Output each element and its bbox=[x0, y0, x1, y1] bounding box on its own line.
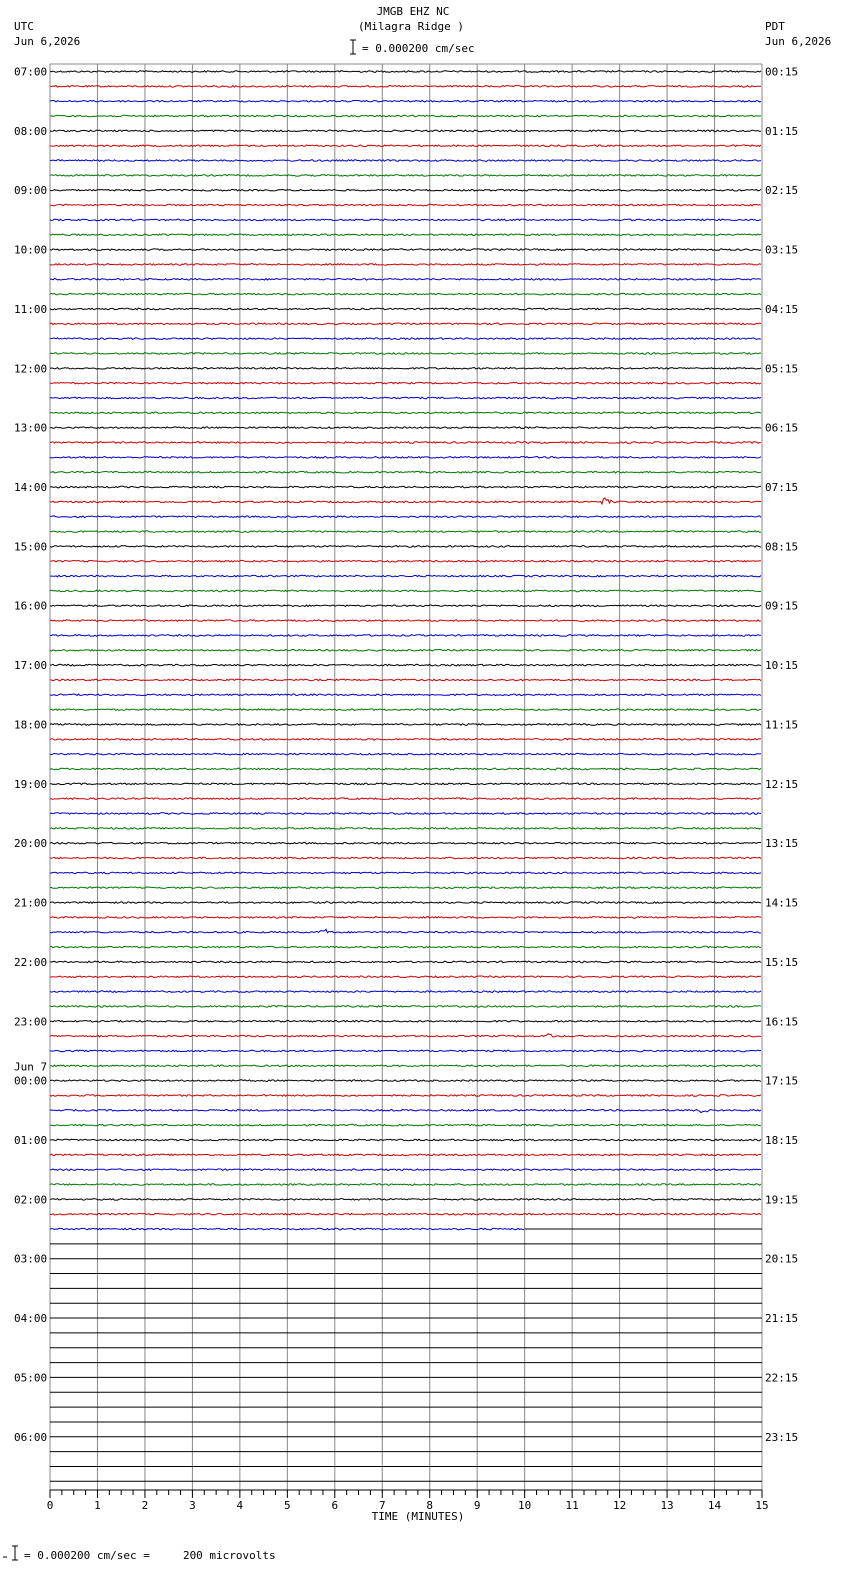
seismic-trace bbox=[50, 1050, 761, 1052]
seismic-trace bbox=[50, 486, 761, 488]
x-tick-label: 3 bbox=[189, 1499, 196, 1512]
x-tick-label: 2 bbox=[141, 1499, 149, 1512]
seismic-trace bbox=[50, 650, 761, 652]
seismic-trace bbox=[50, 560, 761, 562]
x-tick-label: 13 bbox=[660, 1499, 674, 1512]
pdt-time-label: 13:15 bbox=[765, 837, 799, 851]
seismic-trace bbox=[50, 531, 761, 533]
utc-time-label: 19:00 bbox=[14, 777, 48, 791]
utc-time-label: 23:00 bbox=[14, 1015, 48, 1029]
utc-date-label: Jun 7 bbox=[14, 1060, 48, 1074]
seismic-trace bbox=[50, 427, 761, 429]
seismic-trace bbox=[50, 516, 761, 518]
seismic-trace bbox=[50, 1124, 761, 1126]
seismic-trace bbox=[50, 498, 761, 504]
x-tick-label: 7 bbox=[378, 1499, 386, 1512]
pdt-time-label: 11:15 bbox=[765, 718, 799, 732]
footer-scale-icon bbox=[3, 1546, 18, 1560]
utc-time-label: 20:00 bbox=[14, 837, 48, 851]
seismic-trace bbox=[50, 457, 761, 459]
x-tick-label: 14 bbox=[707, 1499, 722, 1512]
x-tick-label: 8 bbox=[426, 1499, 434, 1512]
utc-time-label: 22:00 bbox=[14, 955, 48, 969]
seismic-trace bbox=[50, 1080, 761, 1082]
seismic-trace bbox=[50, 976, 761, 978]
utc-time-label: 16:00 bbox=[14, 599, 48, 613]
x-tick-label: 15 bbox=[755, 1499, 769, 1512]
pdt-time-label: 22:15 bbox=[765, 1371, 799, 1385]
seismic-trace bbox=[50, 1021, 761, 1023]
seismic-trace bbox=[50, 1154, 761, 1156]
seismic-trace bbox=[50, 813, 761, 815]
seismic-trace bbox=[50, 635, 761, 637]
pdt-time-label: 12:15 bbox=[765, 777, 799, 791]
utc-time-label: 18:00 bbox=[14, 718, 48, 732]
right-timezone: PDT bbox=[765, 20, 785, 33]
utc-time-label: 07:00 bbox=[14, 65, 48, 79]
seismic-trace bbox=[50, 783, 761, 785]
seismic-trace bbox=[50, 204, 761, 206]
pdt-time-label: 04:15 bbox=[765, 302, 799, 316]
seismic-trace bbox=[50, 130, 761, 132]
right-date: Jun 6,2026 bbox=[765, 35, 832, 48]
seismic-trace bbox=[50, 991, 761, 993]
seismic-trace bbox=[50, 219, 761, 221]
pdt-time-label: 18:15 bbox=[765, 1133, 799, 1147]
seismic-trace bbox=[50, 189, 761, 191]
right-time-labels bbox=[765, 66, 798, 1444]
seismic-trace bbox=[50, 679, 761, 681]
pdt-time-label: 14:15 bbox=[765, 896, 799, 910]
seismic-trace bbox=[50, 1199, 761, 1201]
seismic-trace bbox=[50, 338, 761, 340]
seismic-trace bbox=[50, 1139, 761, 1141]
pdt-time-label: 00:15 bbox=[765, 65, 799, 79]
pdt-time-label: 19:15 bbox=[765, 1193, 799, 1207]
seismic-trace bbox=[50, 86, 761, 88]
seismic-trace bbox=[50, 279, 761, 281]
seismic-trace bbox=[50, 323, 761, 325]
utc-time-label: 00:00 bbox=[14, 1074, 48, 1088]
x-axis-label: TIME (MINUTES) bbox=[371, 1510, 465, 1523]
seismic-trace bbox=[50, 1095, 761, 1097]
scale-text: = 0.000200 cm/sec bbox=[362, 42, 475, 55]
seismic-trace bbox=[50, 961, 761, 963]
utc-time-label: 05:00 bbox=[14, 1371, 48, 1385]
seismic-trace bbox=[50, 694, 761, 696]
seismic-trace bbox=[50, 160, 761, 162]
x-tick-label: 0 bbox=[46, 1499, 54, 1512]
pdt-time-label: 03:15 bbox=[765, 243, 799, 257]
seismic-trace bbox=[50, 546, 761, 548]
utc-time-label: 10:00 bbox=[14, 243, 48, 257]
seismic-trace bbox=[50, 249, 761, 251]
seismic-trace bbox=[50, 724, 761, 726]
seismic-trace bbox=[50, 353, 761, 355]
footer-scale-note: = 0.000200 cm/sec = 200 microvolts bbox=[24, 1549, 276, 1562]
grid bbox=[50, 64, 762, 1492]
seismic-trace bbox=[50, 1065, 761, 1067]
x-tick-label: 4 bbox=[236, 1499, 244, 1512]
seismic-trace bbox=[50, 590, 761, 592]
seismic-trace bbox=[50, 620, 761, 622]
seismic-trace bbox=[50, 929, 761, 933]
seismic-trace bbox=[50, 1006, 761, 1008]
seismic-trace bbox=[50, 709, 761, 711]
seismic-trace bbox=[50, 872, 761, 874]
seismic-trace bbox=[50, 442, 761, 444]
seismic-trace bbox=[50, 887, 761, 889]
seismic-trace bbox=[50, 917, 761, 919]
pdt-time-label: 09:15 bbox=[765, 599, 799, 613]
pdt-time-label: 10:15 bbox=[765, 659, 799, 673]
pdt-time-label: 21:15 bbox=[765, 1312, 799, 1326]
seismic-trace bbox=[50, 946, 761, 948]
seismic-trace bbox=[50, 768, 761, 770]
seismic-trace bbox=[50, 264, 761, 266]
utc-time-label: 15:00 bbox=[14, 540, 48, 554]
pdt-time-label: 01:15 bbox=[765, 124, 799, 138]
x-tick-label: 1 bbox=[94, 1499, 101, 1512]
seismic-trace bbox=[50, 382, 761, 384]
seismic-trace bbox=[50, 798, 761, 800]
left-timezone: UTC bbox=[14, 20, 34, 33]
x-tick-label: 5 bbox=[284, 1499, 291, 1512]
utc-time-label: 17:00 bbox=[14, 659, 48, 673]
seismic-trace bbox=[50, 115, 761, 117]
pdt-time-label: 02:15 bbox=[765, 184, 799, 198]
seismic-trace bbox=[50, 575, 761, 577]
seismic-trace bbox=[50, 753, 761, 755]
seismic-trace bbox=[50, 857, 761, 859]
x-tick-label: 9 bbox=[473, 1499, 481, 1512]
station-subtitle: (Milagra Ridge ) bbox=[358, 20, 464, 33]
seismic-trace bbox=[50, 664, 761, 666]
scale-bar-icon bbox=[350, 40, 356, 54]
seismic-trace bbox=[50, 1169, 761, 1171]
utc-time-label: 02:00 bbox=[14, 1193, 48, 1207]
seismic-trace bbox=[50, 145, 761, 147]
utc-time-label: 21:00 bbox=[14, 896, 48, 910]
utc-time-label: 14:00 bbox=[14, 481, 48, 495]
seismic-trace bbox=[50, 397, 761, 399]
utc-time-label: 01:00 bbox=[14, 1133, 48, 1147]
pdt-time-label: 15:15 bbox=[765, 955, 799, 969]
seismic-trace bbox=[50, 1213, 761, 1215]
pdt-time-label: 16:15 bbox=[765, 1015, 799, 1029]
seismic-trace bbox=[50, 175, 761, 177]
x-tick-label: 12 bbox=[612, 1499, 627, 1512]
x-tick-label: 11 bbox=[565, 1499, 579, 1512]
utc-time-label: 12:00 bbox=[14, 362, 48, 376]
pdt-time-label: 07:15 bbox=[765, 481, 799, 495]
seismic-trace bbox=[50, 71, 761, 73]
station-title: JMGB EHZ NC bbox=[376, 5, 450, 18]
x-axis bbox=[47, 1490, 769, 1512]
pdt-time-label: 08:15 bbox=[765, 540, 799, 554]
utc-time-label: 11:00 bbox=[14, 302, 48, 316]
x-tick-label: 10 bbox=[518, 1499, 532, 1512]
seismic-trace bbox=[50, 842, 761, 844]
x-tick-label: 6 bbox=[331, 1499, 339, 1512]
pdt-time-label: 23:15 bbox=[765, 1430, 799, 1444]
seismic-trace bbox=[50, 739, 761, 741]
pdt-time-label: 06:15 bbox=[765, 421, 799, 435]
pdt-time-label: 20:15 bbox=[765, 1252, 799, 1266]
seismic-trace bbox=[50, 293, 761, 295]
left-time-labels bbox=[14, 66, 47, 1444]
utc-time-label: 09:00 bbox=[14, 184, 48, 198]
seismic-trace bbox=[50, 1184, 761, 1186]
seismic-trace bbox=[50, 100, 761, 102]
seismic-trace bbox=[50, 1110, 761, 1113]
left-date: Jun 6,2026 bbox=[14, 35, 81, 48]
seismic-trace bbox=[50, 412, 761, 414]
utc-time-label: 13:00 bbox=[14, 421, 48, 435]
seismic-trace bbox=[50, 902, 761, 904]
utc-time-label: 04:00 bbox=[14, 1312, 48, 1326]
traces bbox=[50, 71, 762, 1482]
seismic-trace bbox=[50, 308, 761, 310]
utc-time-label: 08:00 bbox=[14, 124, 48, 138]
seismic-trace bbox=[50, 828, 761, 830]
utc-time-label: 03:00 bbox=[14, 1252, 48, 1266]
utc-time-label: 06:00 bbox=[14, 1430, 48, 1444]
seismic-trace bbox=[50, 605, 761, 607]
seismic-trace bbox=[50, 1034, 761, 1037]
seismic-trace bbox=[50, 368, 761, 370]
seismic-trace bbox=[50, 471, 761, 473]
seismic-trace bbox=[50, 234, 761, 236]
pdt-time-label: 05:15 bbox=[765, 362, 799, 376]
pdt-time-label: 17:15 bbox=[765, 1074, 799, 1088]
